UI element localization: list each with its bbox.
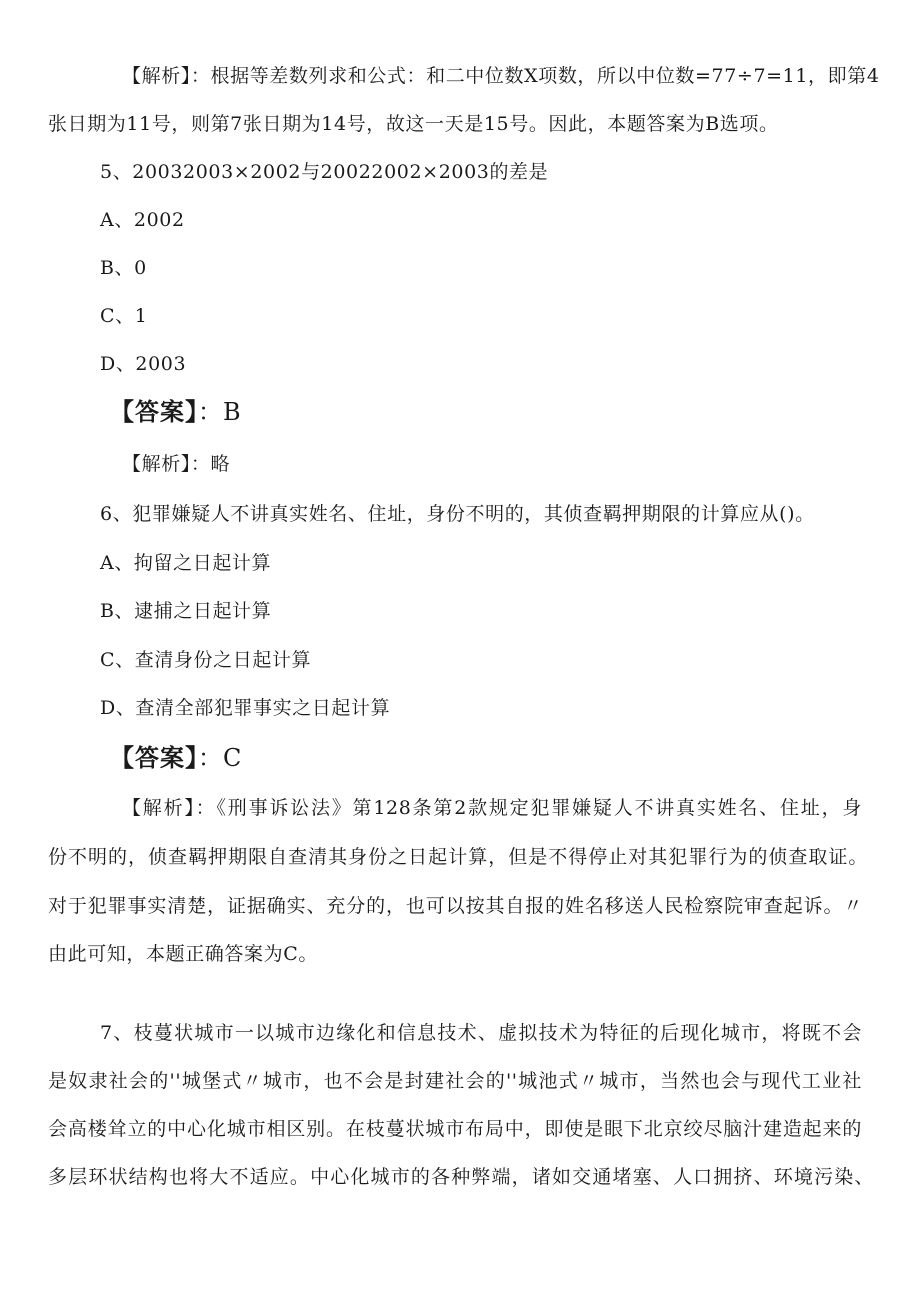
q7-line-1: 7、枝蔓状城市一以城市边缘化和信息技术、虚拟技术为特征的后现化城市，将既不会 xyxy=(100,1022,862,1044)
q6-analysis-line-3: 对于犯罪事实清楚，证据确实、充分的，也可以按其自报的姓名移送人民检察院审查起诉。〃 xyxy=(48,895,863,917)
q4-analysis-line-2: 张日期为11号，则第7张日期为14号，故这一天是15号。因此，本题答案为B选项。 xyxy=(48,113,779,135)
q6-answer xyxy=(110,744,242,772)
q5-analysis: 【解析】：略 xyxy=(122,453,231,475)
q6-option-b: B、逮捕之日起计算 xyxy=(100,600,272,622)
q5-answer-label: 【答案】 xyxy=(110,398,198,426)
q5-option-b: B、0 xyxy=(100,257,147,279)
q6-stem: 6、犯罪嫌疑人不讲真实姓名、住址，身份不明的，其侦查羁押期限的计算应从()。 xyxy=(100,503,815,525)
q5-option-c: C、1 xyxy=(100,305,148,327)
q5-option-a: A、2002 xyxy=(100,209,185,231)
q6-option-c: C、查清身份之日起计算 xyxy=(100,649,312,671)
q7-line-4: 多层环状结构也将大不适应。中心化城市的各种弊端，诸如交通堵塞、人口拥挤、环境污染、 xyxy=(48,1166,874,1188)
q7-line-3: 会高楼耸立的中心化城市相区别。在枝蔓状城市布局中，即使是眼下北京绞尽脑汁建造起来的 xyxy=(48,1118,862,1140)
q6-answer-label: 【答案】 xyxy=(110,744,198,772)
q6-option-d: D、查清全部犯罪事实之日起计算 xyxy=(100,697,391,719)
q5-answer-value: ：B xyxy=(198,398,242,426)
q4-analysis-line-1: 【解析】：根据等差数列求和公式：和二中位数X项数，所以中位数=77÷7=11，即第4 xyxy=(122,65,880,87)
q6-analysis-line-4: 由此可知，本题正确答案为C。 xyxy=(48,943,318,965)
q6-analysis-line-1: 【解析】：《刑事诉讼法》第128条第2款规定犯罪嫌疑人不讲真实姓名、住址，身 xyxy=(122,797,862,819)
q5-answer xyxy=(110,398,242,426)
q6-answer-value: ：C xyxy=(198,744,243,772)
q6-option-a: A、拘留之日起计算 xyxy=(100,552,272,574)
q5-stem: 5、20032003×2002与20022002×2003的差是 xyxy=(100,161,549,183)
q5-option-d: D、2003 xyxy=(100,353,187,375)
q6-analysis-line-2: 份不明的，侦查羁押期限自查清其身份之日起计算，但是不得停止对其犯罪行为的侦查取证。 xyxy=(48,846,868,868)
q7-line-2: 是奴隶社会的''城堡式〃城市，也不会是封建社会的''城池式〃城市，当然也会与现代工业社 xyxy=(48,1070,862,1092)
